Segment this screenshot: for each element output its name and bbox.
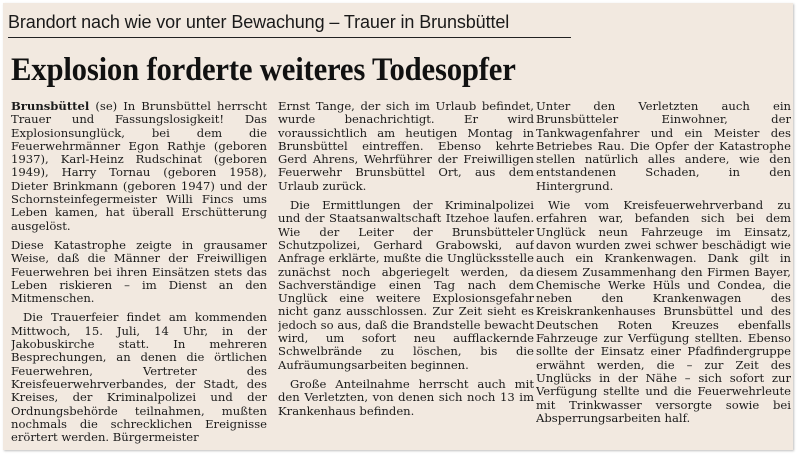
kicker-rule bbox=[8, 37, 571, 38]
paragraph: Große Anteilnahme herrscht auch mit den Verletzten, von denen sich noch 13 im Krankenhaus befinden. bbox=[278, 376, 534, 418]
paragraph: Ernst Tange, der sich im Urlaub befindet, wurde benachrichtigt. Er wird voraussichtlich am heutigen Montag in Brunsbüttel eintreffen. Ebenso kehrte Gerd Ahrens, Wehrführer der Freiwilligen Feuerwehr Brunsbüttel Ort, aus dem Urlaub zurück. bbox=[278, 100, 534, 193]
paragraph: Wie vom Kreisfeuerwehrverband zu erfahren war, befanden sich bei dem Unglück neun Fahrzeuge im Einsatz, davon wurden zwei schwer beschädigt wie auch ein Krankenwagen. Dank gilt in diesem Zusammenhang den Firmen Bayer, Chemische Werke Hüls und Condea, die neben den Krankenwagen des Kreiskrankenhauses Brunsbüttel und des Deutschen Roten Kreuzes ebenfalls Fahrzeuge zur Verfügung stellten. Ebenso sollte der Einsatz einer Pfadfindergruppe erwähnt werden, die – zur Zeit des Unglücks in der Nähe – sich sofort zur Verfügung stellte und die Feuerwehrleute mit Trinkwasser versorgte sowie bei Absperrungsarbeiten half. bbox=[536, 198, 791, 425]
paragraph: Diese Katastrophe zeigte in grausamer Weise, daß die Männer der Freiwilligen Feuerwehren bei ihren Einsätzen stets das Leben riskieren – im Dienst an den Mitmenschen. bbox=[11, 237, 267, 306]
paragraph-text: (se) In Brunsbüttel herrscht Trauer und Fassungslosigkeit! Das Explosionsunglück, bei dem die Feuerwehrmänner Egon Rathje (geboren 1937), Karl-Heinz Rudschinat (geboren 1949), Harry Tornau (geboren 1958), Dieter Brinkmann (geboren 1947) und der Schornsteinfegermeister Willi Fincs ums Leben kamen, hat überall Erschütterung ausgelöst. bbox=[11, 100, 267, 233]
article-column-2 bbox=[278, 100, 534, 446]
paragraph bbox=[11, 100, 267, 233]
dateline: Brunsbüttel bbox=[11, 100, 90, 113]
article-column-1 bbox=[11, 100, 267, 446]
newspaper-clipping bbox=[3, 3, 793, 450]
kicker-line: Brandort nach wie vor unter Bewachung – Trauer in Brunsbüttel bbox=[8, 12, 510, 32]
paragraph: Unter den Verletzten auch ein Brunsbütteler Einwohner, der Tankwagenfahrer und ein Meister des Betriebes Rau. Die Opfer der Katastrophe stellen natürlich alles andere, wie den entstandenen Schaden, in den Hintergrund. bbox=[536, 100, 791, 193]
headline: Explosion forderte weiteres Todesopfer bbox=[11, 52, 516, 88]
paragraph: Die Ermittlungen der Kriminalpolizei und der Staatsanwaltschaft Itzehoe laufen. Wie der Leiter der Brunsbütteler Schutzpolizei, Gerhard Grabowski, auf Anfrage erklärte, mußte die Unglücksstelle zunächst noch abgeriegelt werden, da Sachverständige einen Tag nach dem Unglück eine weitere Explosionsgefahr nicht ganz ausschlossen. Zur Zeit sieht es jedoch so aus, daß die Brandstelle bewacht wird, um sofort neu aufflackernde Schwelbrände zu löschen, bis die Aufräumungsarbeiten beginnen. bbox=[278, 198, 534, 372]
article-column-3 bbox=[536, 100, 791, 446]
paragraph: Die Trauerfeier findet am kommenden Mittwoch, 15. Juli, 14 Uhr, in der Jakobuskirche statt. In mehreren Besprechungen, an denen die örtlichen Feuerwehren, Vertreter des Kreisfeuerwehrverbandes, der Stadt, des Kreises, der Kriminalpolizei und der Ordnungsbehörde teilnahmen, mußten nochmals die schrecklichen Ereignisse erörtert werden. Bürgermeister bbox=[11, 310, 267, 445]
